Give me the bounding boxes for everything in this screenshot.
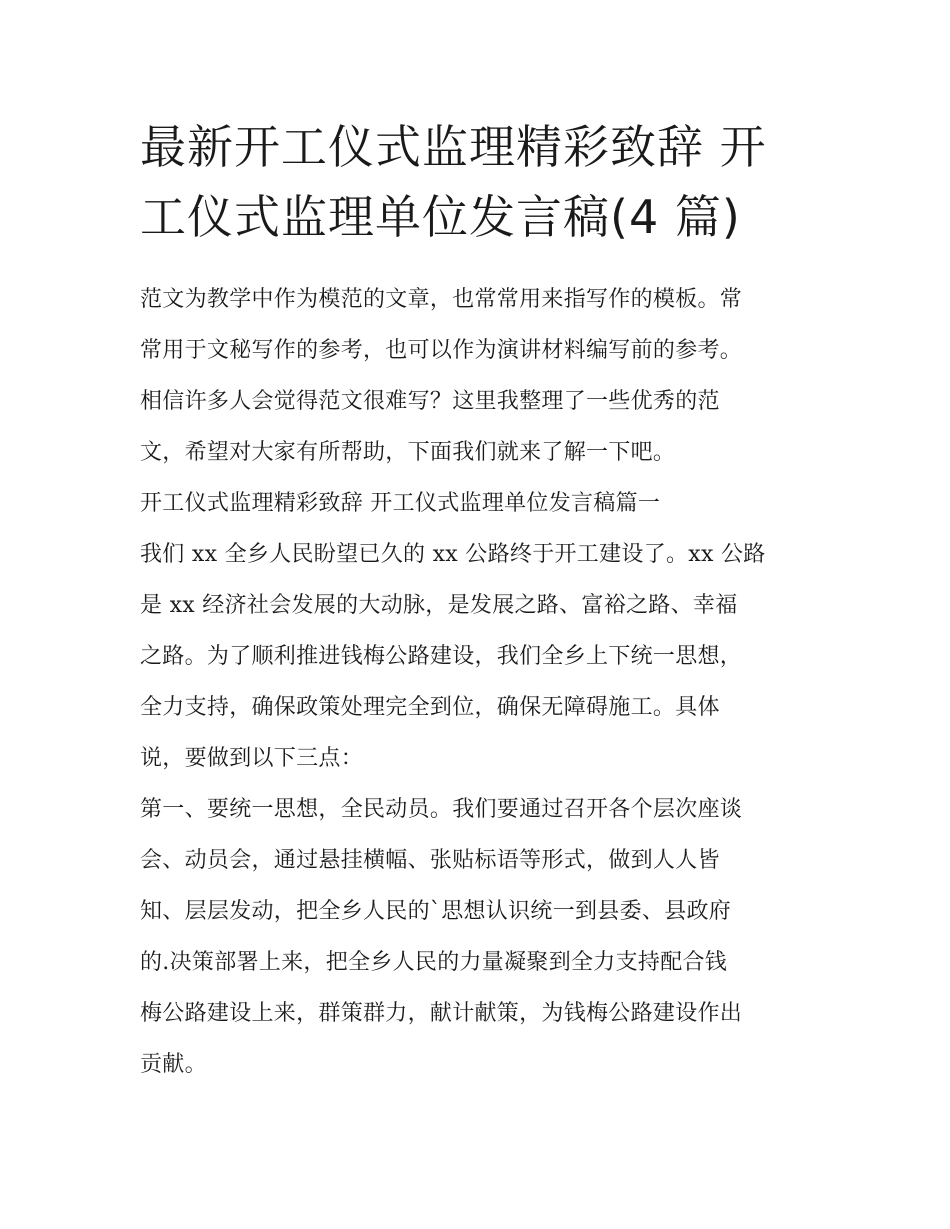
document-title	[140, 112, 820, 252]
intro-line: 常用于文秘写作的参考，也可以作为演讲材料编写前的参考。	[140, 338, 743, 363]
paragraph-line: 之路。为了顺利推进钱梅公路建设，我们全乡上下统一思想，	[140, 644, 743, 669]
paragraph-line: 贡献。	[140, 1052, 207, 1077]
title-line: 最新开工仪式监理精彩致辞 开	[140, 120, 767, 174]
paragraph-line: 会、动员会，通过悬挂横幅、张贴标语等形式，做到人人皆	[140, 848, 720, 873]
title-line: 工仪式监理单位发言稿(4 篇)	[140, 190, 741, 244]
intro-line: 范文为教学中作为模范的文章，也常常用来指写作的模板。常	[140, 287, 743, 312]
section-heading: 开工仪式监理精彩致辞 开工仪式监理单位发言稿篇一	[140, 491, 661, 516]
paragraph-line: 第一、要统一思想，全民动员。我们要通过召开各个层次座谈	[140, 797, 743, 822]
paragraph-line: 是 xx 经济社会发展的大动脉，是发展之路、富裕之路、幸福	[140, 593, 738, 618]
paragraph-line: 说，要做到以下三点：	[140, 746, 364, 771]
paragraph-line: 我们 xx 全乡人民盼望已久的 xx 公路终于开工建设了。xx 公路	[140, 542, 766, 567]
paragraph-line: 的.决策部署上来，把全乡人民的力量凝聚到全力支持配合钱	[140, 950, 728, 975]
paragraph-line: 知、层层发动，把全乡人民的`思想认识统一到县委、县政府	[140, 899, 732, 924]
paragraph-line: 梅公路建设上来，群策群力，献计献策，为钱梅公路建设作出	[140, 1001, 743, 1026]
intro-line: 文，希望对大家有所帮助，下面我们就来了解一下吧。	[140, 440, 676, 465]
intro-line: 相信许多人会觉得范文很难写？这里我整理了一些优秀的范	[140, 389, 720, 414]
document-body	[140, 280, 830, 1096]
paragraph-line: 全力支持，确保政策处理完全到位，确保无障碍施工。具体	[140, 695, 720, 720]
